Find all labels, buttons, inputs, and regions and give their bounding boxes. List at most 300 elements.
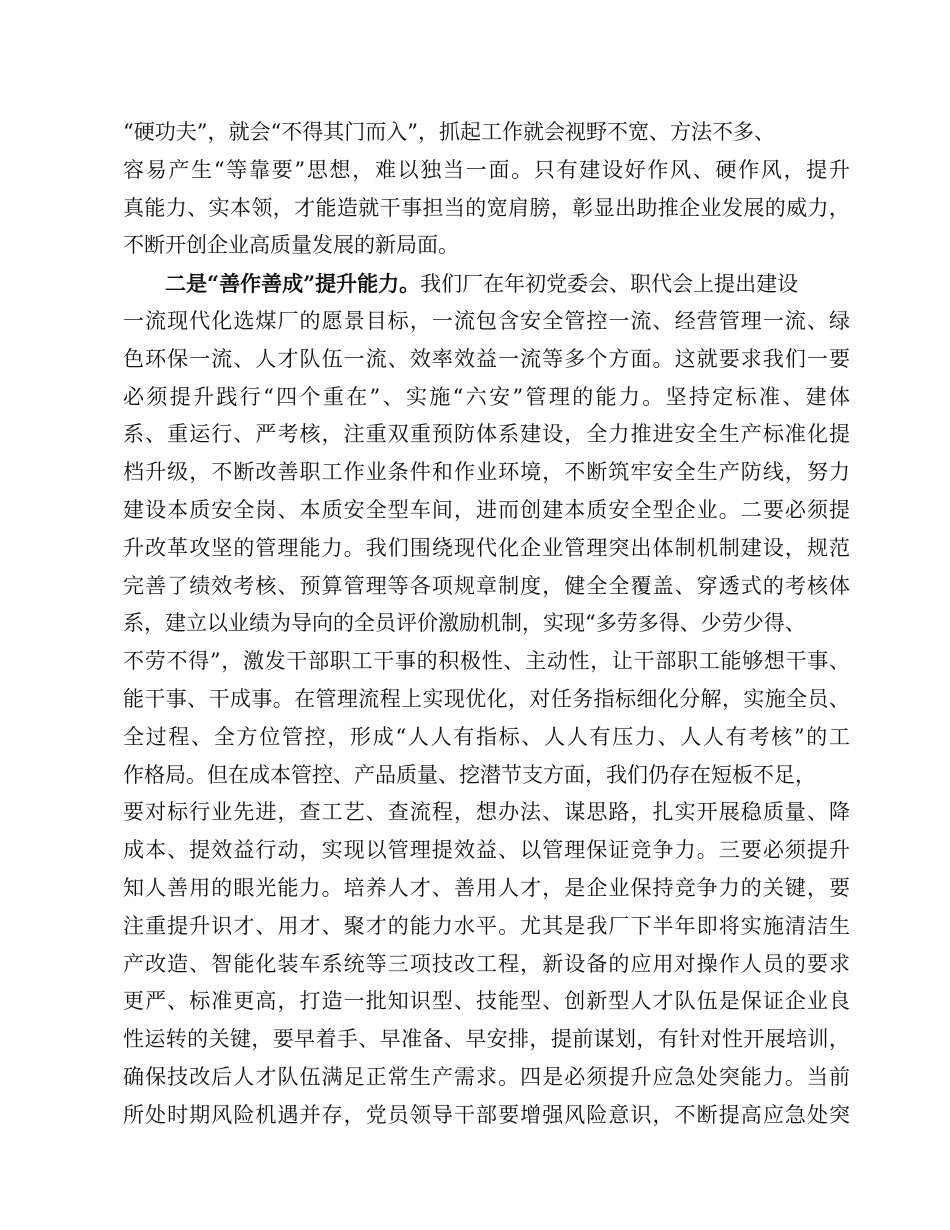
line-char: 以 [520, 838, 542, 863]
line-char: 干 [373, 649, 395, 674]
line-char: 其 [542, 913, 564, 938]
line-char: 竞 [630, 838, 652, 863]
line-char: 部 [476, 1102, 497, 1127]
line-char: 风 [211, 1102, 233, 1127]
line-char: 用 [277, 913, 299, 938]
line-char: 只 [533, 157, 555, 182]
line-char: 有 [556, 157, 578, 182]
line-char: 工 [698, 649, 720, 674]
line-char: 管 [343, 573, 365, 598]
line-char: 的 [762, 573, 784, 598]
line-char: 光 [255, 875, 277, 900]
line-char: 培 [786, 1027, 808, 1052]
line-char: 标 [614, 686, 636, 711]
line-char: 彰 [572, 195, 594, 220]
line-char: 手 [336, 1027, 358, 1052]
line-char: 严 [145, 989, 167, 1014]
line-char: 谋 [564, 800, 586, 825]
text-line [123, 152, 850, 190]
line-char: 化 [806, 422, 828, 447]
line-char: 方 [608, 346, 630, 371]
line-char: 善 [453, 875, 475, 900]
line-char: 流 [145, 308, 167, 333]
line-char: ” [512, 384, 524, 409]
line-char: 产 [123, 951, 144, 976]
line-char: 全 [786, 686, 808, 711]
line-char: 党 [365, 1102, 387, 1127]
line-char: 全 [586, 573, 608, 598]
line-char: 改 [255, 460, 277, 485]
line-char: 改 [145, 951, 167, 976]
line-char: 化 [486, 686, 508, 711]
line-char: 行 [255, 838, 277, 863]
line-char: 对 [700, 1027, 722, 1052]
line-char: 革 [167, 535, 189, 560]
line-char: 三 [718, 838, 740, 863]
line-char: 扎 [652, 800, 674, 825]
line-char: 、 [187, 686, 209, 711]
line-char: 建 [740, 535, 762, 560]
line-char: 多 [564, 346, 586, 371]
line-char: 的 [572, 384, 594, 409]
line-char: 并 [299, 1102, 321, 1127]
line-char: 率 [431, 346, 453, 371]
line-char: 键 [229, 1027, 251, 1052]
line-char: ” [793, 724, 805, 749]
line-char: 作 [738, 157, 760, 182]
text-line [123, 492, 850, 530]
line-char: 期 [189, 1102, 211, 1127]
line-char: 规 [453, 573, 475, 598]
line-char: 善 [145, 573, 167, 598]
line-char: 才 [520, 875, 542, 900]
line-char: 筑 [608, 460, 630, 485]
line-char: 提 [608, 1064, 630, 1089]
line-char: ， [299, 838, 321, 863]
line-char: 。 [652, 346, 674, 371]
line-char: 眼 [233, 875, 255, 900]
line-char: 、 [321, 913, 343, 938]
line-char: 含 [498, 308, 520, 333]
line-char: 队 [277, 1064, 299, 1089]
line-char: 机 [696, 535, 718, 560]
line-char: ， [277, 800, 299, 825]
line-char: 证 [762, 989, 784, 1014]
line-char: 处 [145, 1102, 167, 1127]
line-char: 车 [299, 951, 321, 976]
line-char: 一 [431, 308, 453, 333]
line-char: 坚 [211, 535, 233, 560]
line-char: ， [542, 573, 564, 598]
line-char: 、 [828, 686, 850, 711]
text-line [123, 1021, 850, 1059]
line-char: 难 [374, 157, 396, 182]
line-char: 生 [829, 913, 850, 938]
line-char: 队 [299, 346, 321, 371]
line-char: 事 [807, 649, 829, 674]
line-char: 须 [806, 497, 828, 522]
line-char: 、 [191, 724, 213, 749]
line-char: 运 [144, 1027, 166, 1052]
text-line [123, 643, 850, 681]
line-char: 现 [453, 535, 475, 560]
line-char: 强 [542, 1102, 564, 1127]
line-char: 升 [189, 913, 211, 938]
line-char: 当 [806, 1064, 828, 1089]
text-line [123, 1059, 850, 1097]
line-char: 间 [431, 497, 453, 522]
line-char: 、 [443, 1027, 465, 1052]
line-char: 、 [167, 838, 189, 863]
line-char: 分 [679, 686, 701, 711]
line-char: 意 [608, 1102, 630, 1127]
line-char: 善 [167, 875, 189, 900]
line-char: 能 [498, 989, 520, 1014]
line-char: 质 [586, 497, 608, 522]
line-char: 关 [762, 875, 784, 900]
line-char: 效 [453, 838, 475, 863]
line-char: 用 [189, 875, 211, 900]
line-char: 考 [748, 724, 770, 749]
line-char: 防 [453, 422, 475, 447]
line-char: 。 [343, 535, 365, 560]
line-char: 够 [742, 649, 764, 674]
line-char: 个 [586, 346, 608, 371]
line-char: 业 [700, 195, 722, 220]
line-char: 推 [630, 422, 652, 447]
line-char: 推 [657, 195, 679, 220]
line-char: 风 [670, 157, 692, 182]
line-char: 益 [476, 346, 497, 371]
line-char: 型 [431, 989, 453, 1014]
line-char: 导 [431, 1102, 453, 1127]
text-line [123, 832, 850, 870]
line-char: 经 [674, 308, 696, 333]
line-char: 展 [743, 195, 765, 220]
line-char: ， [636, 1027, 658, 1052]
line-char: 能 [233, 951, 255, 976]
line-char: ， [453, 497, 475, 522]
line-char: 人 [703, 724, 725, 749]
line-char: 知 [387, 989, 409, 1014]
line-char: 须 [586, 1064, 608, 1089]
line-char: 安 [608, 497, 630, 522]
line-char: 用 [652, 951, 674, 976]
line-char: 考 [277, 422, 299, 447]
line-char: 应 [652, 1064, 674, 1089]
line-char: 先 [233, 800, 255, 825]
line-char: 安 [520, 308, 542, 333]
line-char: 改 [189, 1064, 211, 1089]
line-char: ， [343, 1102, 365, 1127]
line-char: 型 [387, 497, 409, 522]
line-char: 性 [568, 649, 590, 674]
line-char: 力 [718, 875, 740, 900]
line-char: 等 [226, 157, 248, 182]
line-char: 生 [696, 460, 718, 485]
line-char: 标 [167, 800, 189, 825]
line-char: 能 [740, 1064, 762, 1089]
line-char: 务 [572, 686, 594, 711]
line-char: 量 [784, 800, 806, 825]
line-char: 升 [123, 535, 144, 560]
line-char: 力 [431, 913, 453, 938]
line-char: 制 [674, 535, 696, 560]
line-char: 准 [784, 422, 806, 447]
line-char: 流 [784, 308, 806, 333]
line-char: 独 [420, 157, 442, 182]
line-char: 益 [476, 838, 497, 863]
line-char: 以 [397, 157, 419, 182]
line-char: 谋 [593, 1027, 615, 1052]
line-char: 人 [255, 346, 277, 371]
line-char: 施 [764, 686, 786, 711]
line-char: 成 [372, 724, 394, 749]
line-char: 安 [489, 384, 511, 409]
line-char: 进 [652, 422, 674, 447]
line-char: 项 [431, 573, 453, 598]
line-char: 的 [740, 875, 762, 900]
line-char: 生 [191, 157, 213, 182]
line-char: 、 [167, 989, 189, 1014]
line-char: 尤 [520, 913, 542, 938]
line-char: 持 [652, 875, 674, 900]
line-char: 系 [498, 422, 520, 447]
line-char: 训 [807, 1027, 829, 1052]
line-char: 建 [520, 422, 542, 447]
line-char: 争 [652, 838, 674, 863]
line-char: 一 [343, 346, 365, 371]
line-char: ， [828, 1027, 850, 1052]
line-char: 各 [409, 573, 431, 598]
line-char: 、 [652, 308, 674, 333]
text-line [123, 303, 850, 341]
line-char: 全 [213, 724, 235, 749]
line-char: 想 [329, 157, 351, 182]
line-char: 培 [343, 875, 365, 900]
line-char: “ [452, 384, 464, 409]
line-char: 持 [688, 384, 710, 409]
line-char: 重 [365, 422, 387, 447]
line-char: 、 [187, 195, 209, 220]
line-char: 一 [608, 308, 630, 333]
line-char: 技 [167, 1064, 189, 1089]
line-char: 和 [431, 460, 453, 485]
line-char: 系 [321, 951, 343, 976]
line-char: 能 [720, 649, 742, 674]
line-char: 实 [208, 195, 230, 220]
line-char: ， [352, 157, 374, 182]
line-char: 的 [608, 951, 630, 976]
line-char: 景 [343, 308, 365, 333]
line-char: 极 [460, 649, 481, 674]
line-char: 工 [829, 724, 850, 749]
line-char: 膀 [529, 195, 551, 220]
line-char: 是 [542, 1064, 564, 1089]
line-char: “ [395, 724, 407, 749]
line-char: 流 [211, 346, 233, 371]
line-char: 不 [123, 649, 144, 674]
line-char: 本 [145, 838, 167, 863]
line-char: 早 [294, 1027, 316, 1052]
line-char: 管 [387, 838, 409, 863]
line-char: 流 [453, 308, 475, 333]
line-char: 上 [401, 686, 423, 711]
line-char: ， [828, 195, 850, 220]
line-char: 即 [696, 913, 718, 938]
line-char: 预 [431, 422, 453, 447]
line-char: 、 [521, 724, 543, 749]
line-char: 、 [503, 649, 525, 674]
line-char: 标 [387, 308, 409, 333]
line-char: 转 [165, 1027, 187, 1052]
line-char: 劳 [144, 649, 166, 674]
line-char: 绿 [829, 308, 850, 333]
line-char: 系 [123, 422, 144, 447]
line-char: ” [209, 649, 221, 674]
line-char: 流 [520, 346, 542, 371]
line-char: 助 [636, 195, 658, 220]
line-char: 实 [422, 686, 444, 711]
line-char: 全 [542, 308, 564, 333]
line-char: 应 [630, 951, 652, 976]
line-char: 出 [630, 535, 652, 560]
line-char: 。 [696, 838, 718, 863]
line-char: 伍 [321, 346, 343, 371]
text-line [123, 379, 850, 417]
text-line [123, 568, 850, 606]
line-char: 管 [718, 308, 740, 333]
line-char: ， [321, 422, 343, 447]
line-char: 有 [453, 724, 475, 749]
line-char: 工 [321, 460, 343, 485]
line-char: 线 [762, 460, 784, 485]
line-char: 突 [829, 1102, 850, 1127]
line-char: 方 [236, 724, 258, 749]
line-char: 重 [322, 384, 344, 409]
line-char: 干 [379, 195, 401, 220]
line-char: 化 [211, 308, 233, 333]
line-char: 创 [564, 989, 586, 1014]
line-char: 展 [764, 1027, 786, 1052]
line-char: 升 [193, 384, 215, 409]
line-char: 级 [167, 460, 189, 485]
line-char: 努 [806, 460, 828, 485]
line-char: 改 [453, 951, 475, 976]
line-char: 建 [542, 497, 564, 522]
line-char: 职 [329, 649, 351, 674]
line-char: 穿 [696, 573, 718, 598]
line-char: 形 [350, 724, 372, 749]
line-char: 全 [630, 497, 652, 522]
line-char: 。 [498, 1064, 520, 1089]
line-char: 要 [829, 875, 850, 900]
line-char: 、 [145, 422, 167, 447]
line-char: 过 [145, 724, 167, 749]
line-char: 实 [321, 838, 343, 863]
line-char: 事 [251, 686, 273, 711]
line-char: 全 [586, 422, 608, 447]
line-char: 造 [167, 951, 189, 976]
line-char: 产 [168, 157, 190, 182]
line-char: 积 [438, 649, 460, 674]
line-char: 力 [634, 724, 656, 749]
line-char: 安 [486, 1027, 508, 1052]
line-char: 企 [679, 195, 701, 220]
line-char: 境 [520, 460, 542, 485]
line-char: 注 [343, 422, 365, 447]
line-char: 办 [498, 800, 520, 825]
line-char: 技 [476, 989, 497, 1014]
line-char: 要 [271, 157, 293, 182]
line-char: 伍 [696, 989, 718, 1014]
line-char: 高 [255, 989, 277, 1014]
line-char: 的 [465, 195, 487, 220]
line-char: 必 [784, 497, 806, 522]
line-char: 企 [674, 497, 696, 522]
line-char: 正 [365, 1064, 387, 1089]
line-char: 本 [299, 497, 321, 522]
line-char: 的 [299, 308, 321, 333]
line-char: ， [721, 686, 743, 711]
line-char: 们 [387, 535, 409, 560]
line-char: 作 [718, 951, 740, 976]
line-char: 的 [784, 951, 806, 976]
line-char: 个 [299, 384, 321, 409]
line-char: 业 [542, 535, 564, 560]
document-body [123, 114, 850, 1135]
line-char: 本 [229, 195, 251, 220]
line-char: 断 [696, 1102, 718, 1127]
line-char: 厂 [608, 913, 630, 938]
line-char: 理 [564, 838, 586, 863]
line-char: 当 [443, 195, 465, 220]
line-char: 压 [612, 724, 634, 749]
line-char: 、 [542, 989, 564, 1014]
line-char: 愿 [321, 308, 343, 333]
line-char: ， [520, 951, 542, 976]
line-char: 一 [498, 346, 520, 371]
line-char: 才 [409, 875, 431, 900]
line-char: 管 [255, 535, 277, 560]
line-char: 有 [589, 724, 611, 749]
line-char: 查 [387, 800, 409, 825]
line-char: 效 [453, 346, 475, 371]
line-char: 求 [740, 346, 762, 371]
line-char: 易 [145, 157, 167, 182]
line-char: 效 [211, 573, 233, 598]
line-char: 管 [525, 384, 547, 409]
line-char: 备 [422, 1027, 444, 1052]
line-char: 求 [476, 1064, 497, 1089]
line-char: 升 [829, 838, 850, 863]
line-char: 严 [255, 422, 277, 447]
bold-heading: 二是“善作善成”提升能力。 [165, 271, 421, 297]
line-char: 队 [674, 989, 696, 1014]
line-char: 不 [211, 460, 233, 485]
line-char: 键 [784, 875, 806, 900]
line-char: 一 [465, 157, 487, 182]
line-char: 提 [829, 422, 850, 447]
line-char: 断 [586, 460, 608, 485]
line-char: 车 [409, 497, 431, 522]
line-char: 思 [306, 157, 328, 182]
line-char: 突 [608, 535, 630, 560]
line-char: 才 [277, 346, 299, 371]
line-char: 宽 [486, 195, 508, 220]
line-char: 排 [508, 1027, 530, 1052]
line-char: 流 [365, 346, 387, 371]
